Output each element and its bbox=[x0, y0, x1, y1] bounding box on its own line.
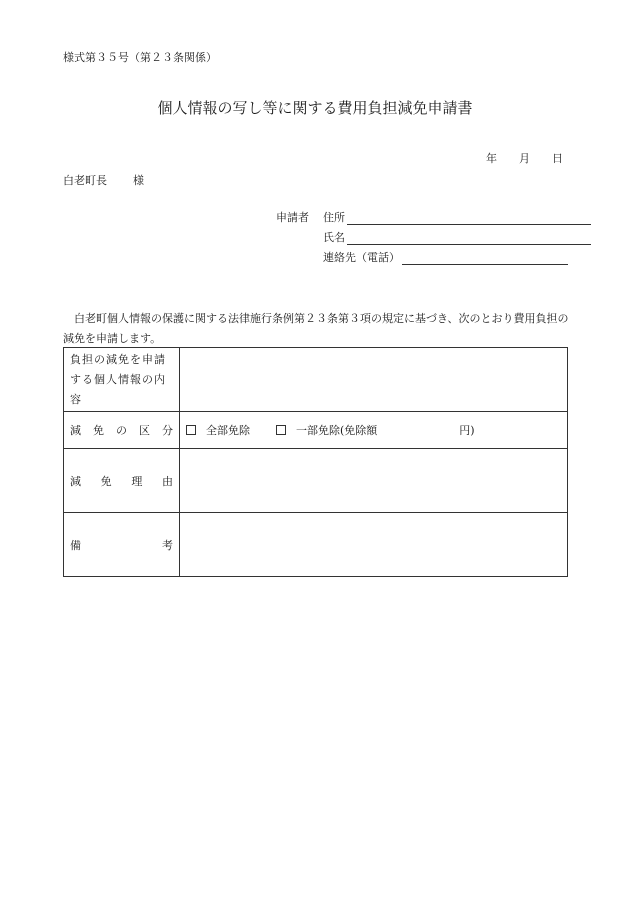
table-row bbox=[64, 449, 568, 513]
name-field[interactable] bbox=[323, 229, 591, 245]
name-label: 氏名 bbox=[323, 231, 345, 244]
year-label: 年 bbox=[486, 152, 497, 165]
full-exemption-label: 全部免除 bbox=[206, 424, 250, 437]
addressee-honorific: 様 bbox=[133, 174, 144, 187]
reason-char: 理 bbox=[131, 474, 143, 488]
full-exemption-checkbox[interactable] bbox=[186, 425, 196, 435]
contact-field[interactable] bbox=[323, 249, 568, 265]
partial-exemption-checkbox[interactable] bbox=[276, 425, 286, 435]
reason-label bbox=[64, 449, 180, 513]
content-input[interactable] bbox=[180, 348, 568, 412]
reason-char: 減 bbox=[70, 474, 81, 488]
category-char: 分 bbox=[162, 424, 173, 437]
address-field[interactable] bbox=[323, 209, 591, 225]
date-line bbox=[486, 150, 563, 166]
contact-label: 連絡先（電話） bbox=[323, 251, 400, 264]
remarks-char: 備 bbox=[70, 538, 81, 552]
addressee bbox=[63, 172, 144, 188]
category-char: 区 bbox=[139, 424, 150, 437]
address-line[interactable] bbox=[347, 210, 591, 225]
form-number: 様式第３５号（第２３条関係） bbox=[63, 51, 217, 64]
remarks-input[interactable] bbox=[180, 513, 568, 577]
reason-input[interactable] bbox=[180, 449, 568, 513]
partial-exemption-label: 一部免除(免除額 bbox=[296, 424, 378, 437]
category-char: 減 bbox=[70, 424, 81, 437]
currency-label: 円) bbox=[459, 424, 475, 437]
content-label-line1: 負担の減免を申請 bbox=[70, 352, 166, 366]
category-options bbox=[180, 412, 568, 449]
content-label-line2: する個人情報の内容 bbox=[70, 372, 166, 406]
document-title: 個人情報の写し等に関する費用負担減免申請書 bbox=[157, 99, 473, 117]
table-row bbox=[64, 513, 568, 577]
reason-char: 免 bbox=[100, 474, 112, 488]
applicant-label: 申請者 bbox=[276, 211, 309, 224]
remarks-char: 考 bbox=[162, 538, 173, 552]
reason-char: 由 bbox=[161, 474, 173, 488]
category-char: 免 bbox=[93, 424, 104, 437]
remarks-label bbox=[64, 513, 180, 577]
category-char: の bbox=[116, 424, 127, 437]
contact-line[interactable] bbox=[402, 250, 568, 265]
application-table bbox=[63, 347, 568, 577]
table-row bbox=[64, 348, 568, 412]
month-label: 月 bbox=[519, 152, 530, 165]
category-label bbox=[64, 412, 180, 449]
name-line[interactable] bbox=[347, 230, 591, 245]
addressee-name: 白老町長 bbox=[63, 174, 107, 187]
content-label bbox=[64, 348, 180, 412]
table-row bbox=[64, 412, 568, 449]
day-label: 日 bbox=[552, 152, 563, 165]
body-text: 白老町個人情報の保護に関する法律施行条例第２３条第３項の規定に基づき、次のとおり費用負担の減免を申請します。 bbox=[63, 312, 569, 345]
address-label: 住所 bbox=[323, 211, 345, 224]
